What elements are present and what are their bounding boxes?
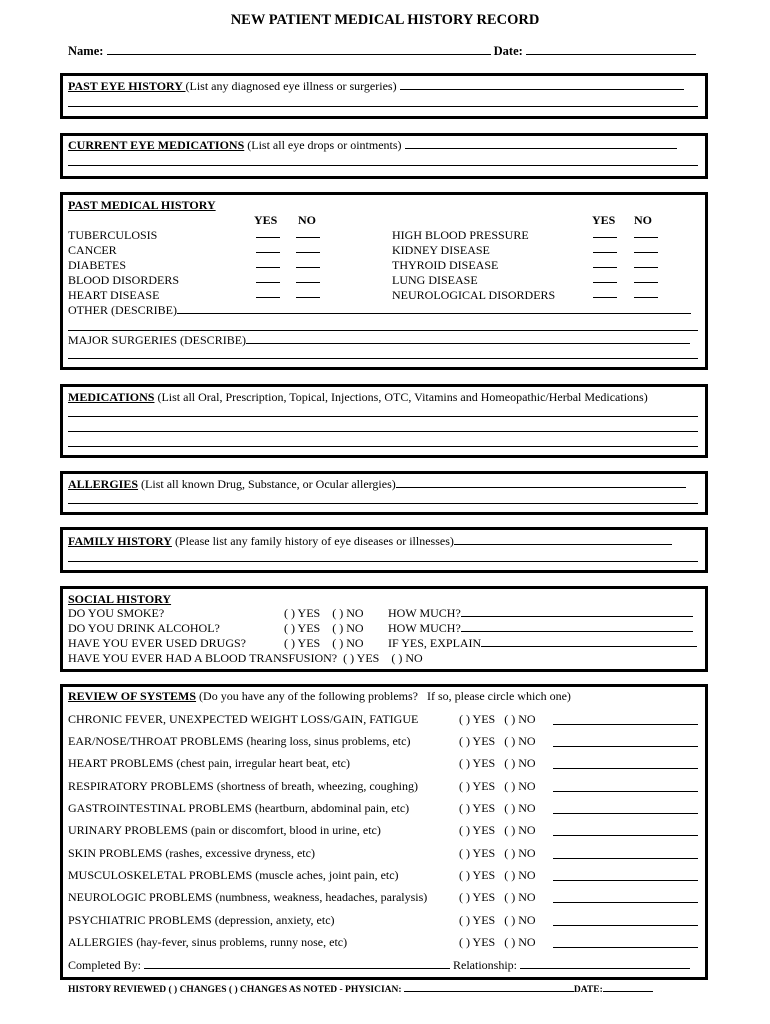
ros-heading: REVIEW OF SYSTEMS	[68, 689, 197, 703]
completed-by-row	[68, 958, 690, 973]
pmh-no-blank[interactable]	[634, 286, 658, 302]
family-history-heading: FAMILY HISTORY	[68, 534, 172, 548]
medications-line[interactable]	[68, 416, 698, 417]
social-q-smoke: DO YOU SMOKE?	[68, 606, 165, 620]
past-eye-history-line-2[interactable]	[68, 106, 698, 107]
footer-date-field[interactable]	[603, 991, 653, 992]
pmh-condition: KIDNEY DISEASE	[392, 243, 490, 257]
allergies-row	[68, 477, 686, 492]
ros-field[interactable]	[553, 880, 698, 881]
ros-field[interactable]	[553, 947, 698, 948]
ros-yes-no[interactable]: ( ) YES ( ) NO	[459, 868, 536, 882]
pmh-yes-header-left: YES	[254, 213, 278, 227]
pmh-yes-blank[interactable]	[256, 271, 280, 287]
ros-field[interactable]	[553, 813, 698, 814]
pmh-no-header-left: NO	[298, 213, 316, 227]
ros-item: MUSCULOSKELETAL PROBLEMS (muscle aches, joint pain, etc)	[68, 868, 399, 882]
medications-row	[68, 390, 648, 405]
ros-yes-no[interactable]: ( ) YES ( ) NO	[459, 801, 536, 815]
ros-item: CHRONIC FEVER, UNEXPECTED WEIGHT LOSS/GAIN, FATIGUE	[68, 712, 419, 726]
medications-line[interactable]	[68, 431, 698, 432]
pmh-other-label: OTHER (DESCRIBE)	[68, 303, 177, 317]
ros-field[interactable]	[553, 835, 698, 836]
pmh-surgeries-field[interactable]	[246, 343, 690, 344]
allergies-heading: ALLERGIES	[68, 477, 139, 491]
family-history-desc: (Please list any family history of eye diseases or illnesses)	[171, 534, 454, 548]
current-eye-medications-row	[68, 138, 677, 153]
medications-line[interactable]	[68, 446, 698, 447]
ros-field[interactable]	[553, 768, 698, 769]
pmh-condition: THYROID DISEASE	[392, 258, 499, 272]
name-field[interactable]	[107, 54, 491, 55]
pmh-condition: TUBERCULOSIS	[68, 228, 158, 242]
ros-desc: (Do you have any of the following problems? If so, please circle which one)	[196, 689, 571, 703]
physician-field[interactable]	[404, 991, 574, 992]
ros-yes-no[interactable]: ( ) YES ( ) NO	[459, 935, 536, 949]
ros-yes-no[interactable]: ( ) YES ( ) NO	[459, 846, 536, 860]
pmh-no-blank[interactable]	[634, 226, 658, 242]
family-history-field[interactable]	[454, 544, 672, 545]
current-eye-medications-desc: (List all eye drops or ointments)	[244, 138, 402, 152]
pmh-surgeries-row	[68, 333, 690, 348]
drugs-explain-field[interactable]	[481, 646, 697, 647]
pmh-yes-blank[interactable]	[593, 226, 617, 242]
ros-yes-no[interactable]: ( ) YES ( ) NO	[459, 823, 536, 837]
footer-row	[68, 985, 653, 995]
current-eye-medications-heading: CURRENT EYE MEDICATIONS	[68, 138, 245, 152]
ros-yes-no[interactable]: ( ) YES ( ) NO	[459, 913, 536, 927]
pmh-yes-blank[interactable]	[593, 286, 617, 302]
pmh-condition: HEART DISEASE	[68, 288, 160, 302]
ros-field[interactable]	[553, 858, 698, 859]
social-smoke-yes-no[interactable]: ( ) YES ( ) NO	[284, 606, 364, 620]
pmh-condition: HIGH BLOOD PRESSURE	[392, 228, 529, 242]
social-drugs-explain	[388, 636, 697, 651]
social-q-transfusion[interactable]: HAVE YOU EVER HAD A BLOOD TRANSFUSION? ( ) YES ( ) NO	[68, 651, 423, 665]
ros-heading-row	[68, 689, 571, 704]
how-much-label: HOW MUCH?	[388, 606, 461, 620]
pmh-yes-header-right: YES	[592, 213, 616, 227]
current-eye-medications-field[interactable]	[405, 148, 677, 149]
ros-item: SKIN PROBLEMS (rashes, excessive dryness, etc)	[68, 846, 315, 860]
pmh-no-blank[interactable]	[296, 256, 320, 272]
completed-by-label: Completed By:	[68, 958, 141, 972]
past-eye-history-heading: PAST EYE HISTORY	[68, 79, 186, 93]
pmh-yes-blank[interactable]	[256, 286, 280, 302]
medications-desc: (List all Oral, Prescription, Topical, Injections, OTC, Vitamins and Homeopathic/Herbal Medications)	[154, 390, 648, 404]
relationship-field[interactable]	[520, 968, 690, 969]
ros-field[interactable]	[553, 925, 698, 926]
ros-field[interactable]	[553, 724, 698, 725]
footer-date-label: DATE:	[573, 985, 603, 995]
social-history-heading: SOCIAL HISTORY	[68, 592, 172, 606]
ros-item: HEART PROBLEMS (chest pain, irregular heart beat, etc)	[68, 756, 350, 770]
page-title: NEW PATIENT MEDICAL HISTORY RECORD	[230, 12, 540, 28]
ros-item: EAR/NOSE/THROAT PROBLEMS (hearing loss, sinus problems, etc)	[68, 734, 411, 748]
ros-yes-no[interactable]: ( ) YES ( ) NO	[459, 756, 536, 770]
social-smoke-how-much	[388, 606, 693, 621]
pmh-no-header-right: NO	[634, 213, 652, 227]
pmh-other-field[interactable]	[177, 313, 691, 314]
ros-field[interactable]	[553, 902, 698, 903]
pmh-condition: BLOOD DISORDERS	[68, 273, 180, 287]
past-eye-history-field[interactable]	[400, 89, 684, 90]
allergies-desc: (List all known Drug, Substance, or Ocular allergies)	[138, 477, 396, 491]
pmh-surgeries-line-2[interactable]	[68, 358, 698, 359]
pmh-condition: LUNG DISEASE	[392, 273, 478, 287]
pmh-surgeries-label: MAJOR SURGERIES (DESCRIBE)	[68, 333, 247, 347]
pmh-no-blank[interactable]	[296, 286, 320, 302]
allergies-line-2[interactable]	[68, 503, 698, 504]
name-label: Name:	[68, 44, 104, 58]
current-eye-medications-line-2[interactable]	[68, 165, 698, 166]
footer-text: HISTORY REVIEWED ( ) CHANGES ( ) CHANGES AS NOTED - PHYSICIAN:	[68, 985, 402, 995]
date-label: Date:	[493, 44, 523, 58]
pmh-yes-blank[interactable]	[593, 241, 617, 257]
medications-heading: MEDICATIONS	[68, 390, 155, 404]
completed-by-field[interactable]	[144, 968, 450, 969]
social-drugs-yes-no[interactable]: ( ) YES ( ) NO	[284, 636, 364, 650]
pmh-no-blank[interactable]	[634, 256, 658, 272]
pmh-no-blank[interactable]	[634, 241, 658, 257]
alcohol-how-much-field[interactable]	[461, 631, 693, 632]
ros-yes-no[interactable]: ( ) YES ( ) NO	[459, 890, 536, 904]
pmh-other-row	[68, 303, 691, 318]
social-q-drugs: HAVE YOU EVER USED DRUGS?	[68, 636, 247, 650]
name-date-row	[68, 44, 696, 59]
social-alcohol-how-much	[388, 621, 693, 636]
explain-label: IF YES, EXPLAIN	[388, 636, 482, 650]
ros-item: NEUROLOGIC PROBLEMS (numbness, weakness, headaches, paralysis)	[68, 890, 428, 904]
pmh-other-line-2[interactable]	[68, 330, 698, 331]
ros-field[interactable]	[553, 791, 698, 792]
family-history-row	[68, 534, 672, 549]
pmh-yes-blank[interactable]	[256, 241, 280, 257]
ros-yes-no[interactable]: ( ) YES ( ) NO	[459, 712, 536, 726]
date-field[interactable]	[526, 54, 696, 55]
social-q-alcohol: DO YOU DRINK ALCOHOL?	[68, 621, 220, 635]
ros-item: PSYCHIATRIC PROBLEMS (depression, anxiety, etc)	[68, 913, 335, 927]
past-eye-history-row	[68, 79, 684, 94]
ros-item: RESPIRATORY PROBLEMS (shortness of breath, wheezing, coughing)	[68, 779, 418, 793]
pmh-no-blank[interactable]	[296, 241, 320, 257]
pmh-condition: DIABETES	[68, 258, 126, 272]
relationship-label: Relationship:	[453, 958, 517, 972]
ros-item: ALLERGIES (hay-fever, sinus problems, runny nose, etc)	[68, 935, 348, 949]
pmh-condition: CANCER	[68, 243, 117, 257]
pmh-no-blank[interactable]	[296, 271, 320, 287]
ros-yes-no[interactable]: ( ) YES ( ) NO	[459, 779, 536, 793]
how-much-label: HOW MUCH?	[388, 621, 461, 635]
pmh-no-blank[interactable]	[634, 271, 658, 287]
social-alcohol-yes-no[interactable]: ( ) YES ( ) NO	[284, 621, 364, 635]
past-eye-history-desc: (List any diagnosed eye illness or surgeries)	[185, 79, 397, 93]
pmh-yes-blank[interactable]	[593, 271, 617, 287]
pmh-yes-blank[interactable]	[256, 226, 280, 242]
pmh-condition: NEUROLOGICAL DISORDERS	[392, 288, 556, 302]
ros-item: GASTROINTESTINAL PROBLEMS (heartburn, abdominal pain, etc)	[68, 801, 410, 815]
pmh-no-blank[interactable]	[296, 226, 320, 242]
allergies-field[interactable]	[396, 487, 686, 488]
pmh-yes-blank[interactable]	[593, 256, 617, 272]
family-history-line-2[interactable]	[68, 561, 698, 562]
past-medical-history-heading: PAST MEDICAL HISTORY	[68, 198, 216, 212]
pmh-yes-blank[interactable]	[256, 256, 280, 272]
ros-item: URINARY PROBLEMS (pain or discomfort, blood in urine, etc)	[68, 823, 381, 837]
smoke-how-much-field[interactable]	[461, 616, 693, 617]
ros-yes-no[interactable]: ( ) YES ( ) NO	[459, 734, 536, 748]
ros-field[interactable]	[553, 746, 698, 747]
